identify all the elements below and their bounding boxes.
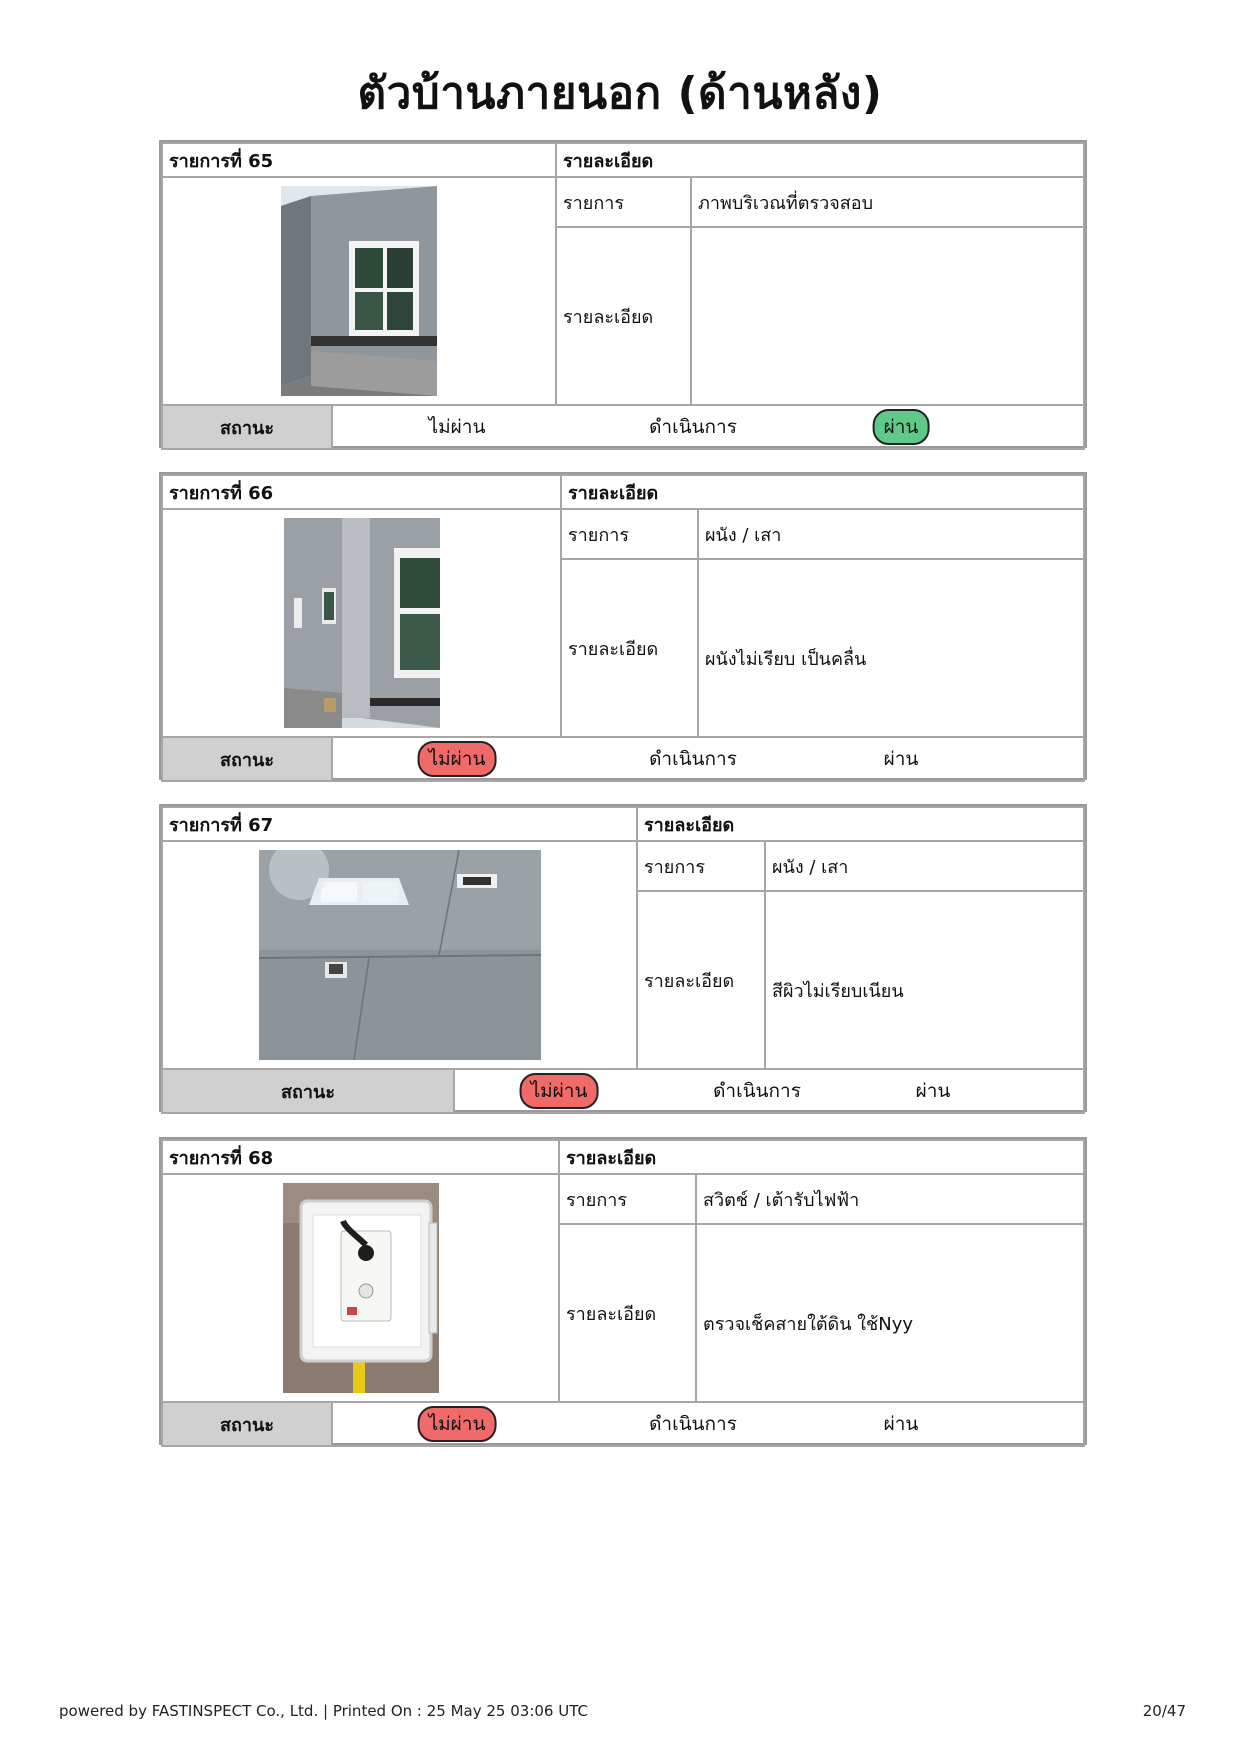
item-label: รายการ bbox=[561, 509, 698, 559]
item-title: รายการที่ 68 bbox=[162, 1140, 559, 1174]
status-option-in-progress[interactable]: ดำเนินการ bbox=[649, 416, 737, 438]
detail-label: รายละเอียด bbox=[637, 891, 765, 1069]
status-option-fail[interactable]: ไม่ผ่าน bbox=[428, 416, 486, 438]
inspection-photo[interactable] bbox=[283, 1183, 439, 1393]
item-value: ผนัง / เสา bbox=[765, 841, 1084, 891]
inspection-item-67 bbox=[159, 804, 1087, 1112]
status-label: สถานะ bbox=[163, 1070, 455, 1112]
inspection-item-65 bbox=[159, 140, 1087, 448]
item-label: รายการ bbox=[556, 177, 691, 227]
footer-credit: powered by FASTINSPECT Co., Ltd. | Printed On : 25 May 25 03:06 UTC bbox=[59, 1702, 588, 1720]
photo-cell bbox=[162, 841, 637, 1069]
status-option-pass[interactable]: ผ่าน bbox=[915, 1080, 951, 1102]
detail-value bbox=[691, 227, 1084, 405]
inspection-photo[interactable] bbox=[284, 518, 440, 728]
photo-cell bbox=[162, 177, 556, 405]
item-label: รายการ bbox=[637, 841, 765, 891]
item-title: รายการที่ 65 bbox=[162, 143, 556, 177]
status-option-fail[interactable]: ไม่ผ่าน bbox=[418, 1406, 497, 1442]
inspection-item-68 bbox=[159, 1137, 1087, 1445]
inspection-photo[interactable] bbox=[281, 186, 437, 396]
status-option-fail[interactable]: ไม่ผ่าน bbox=[520, 1073, 599, 1109]
item-value: สวิตช์ / เต้ารับไฟฟ้า bbox=[696, 1174, 1084, 1224]
status-label: สถานะ bbox=[163, 406, 333, 448]
detail-value: ตรวจเช็คสายใต้ดิน ใช้Nyy bbox=[696, 1224, 1084, 1402]
page-title: ตัวบ้านภายนอก (ด้านหลัง) bbox=[357, 68, 883, 119]
page-number: 20/47 bbox=[1142, 1702, 1186, 1720]
status-option-fail[interactable]: ไม่ผ่าน bbox=[418, 741, 497, 777]
item-title: รายการที่ 67 bbox=[162, 807, 637, 841]
photo-cell bbox=[162, 1174, 559, 1402]
photo-cell bbox=[162, 509, 561, 737]
detail-value: สีผิวไม่เรียบเนียน bbox=[765, 891, 1084, 1069]
status-option-pass[interactable]: ผ่าน bbox=[883, 748, 919, 770]
status-option-in-progress[interactable]: ดำเนินการ bbox=[713, 1080, 801, 1102]
detail-header: รายละเอียด bbox=[559, 1140, 1084, 1174]
detail-label: รายละเอียด bbox=[561, 559, 698, 737]
status-option-in-progress[interactable]: ดำเนินการ bbox=[649, 1413, 737, 1435]
detail-label: รายละเอียด bbox=[556, 227, 691, 405]
status-option-pass[interactable]: ผ่าน bbox=[883, 1413, 919, 1435]
status-option-in-progress[interactable]: ดำเนินการ bbox=[649, 748, 737, 770]
detail-label: รายละเอียด bbox=[559, 1224, 696, 1402]
status-label: สถานะ bbox=[163, 738, 333, 780]
item-label: รายการ bbox=[559, 1174, 696, 1224]
detail-header: รายละเอียด bbox=[637, 807, 1084, 841]
status-label: สถานะ bbox=[163, 1403, 333, 1445]
detail-header: รายละเอียด bbox=[561, 475, 1084, 509]
detail-header: รายละเอียด bbox=[556, 143, 1084, 177]
detail-value: ผนังไม่เรียบ เป็นคลื่น bbox=[698, 559, 1084, 737]
status-option-pass[interactable]: ผ่าน bbox=[873, 409, 930, 445]
item-value: ผนัง / เสา bbox=[698, 509, 1084, 559]
inspection-item-66 bbox=[159, 472, 1087, 780]
item-value: ภาพบริเวณที่ตรวจสอบ bbox=[691, 177, 1084, 227]
item-title: รายการที่ 66 bbox=[162, 475, 561, 509]
inspection-photo[interactable] bbox=[259, 850, 541, 1060]
